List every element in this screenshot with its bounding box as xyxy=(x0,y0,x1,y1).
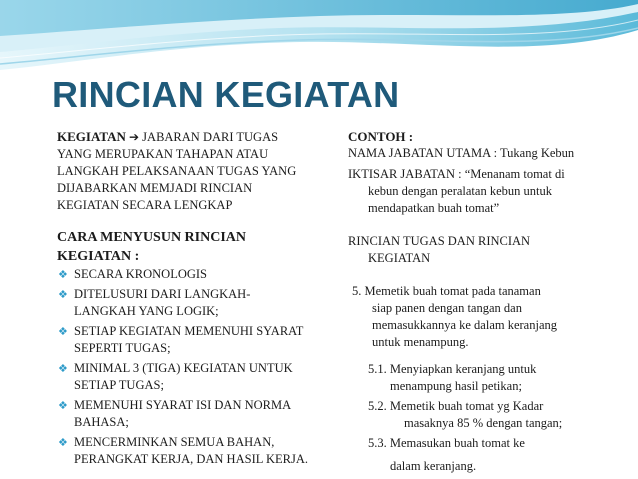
method-list xyxy=(57,266,332,468)
list-item-text: SECARA KRONOLOGIS xyxy=(74,267,208,281)
list-item-text: MENCERMINKAN SEMUA BAHAN, xyxy=(74,435,275,449)
subtask-item-cont: menampung hasil petikan; xyxy=(390,379,522,393)
list-item xyxy=(57,397,332,431)
list-item-text: PERANGKAT KERJA, DAN HASIL KERJA. xyxy=(74,452,309,466)
list-item xyxy=(57,323,332,357)
job-summary-cont: mendapatkan buah tomat” xyxy=(368,201,500,215)
definition-first-line xyxy=(57,128,332,146)
definition-line: LANGKAH PELAKSANAAN TUGAS YANG xyxy=(57,164,297,178)
diamond-bullet-icon: ❖ xyxy=(58,325,68,338)
list-item-text: SEPERTI TUGAS; xyxy=(74,341,171,355)
definition-line: KEGIATAN SECARA LENGKAP xyxy=(57,198,233,212)
diamond-bullet-icon: ❖ xyxy=(58,288,68,301)
list-item-text: DITELUSURI DARI LANGKAH- xyxy=(74,287,251,301)
method-heading: CARA MENYUSUN RINCIAN xyxy=(57,230,247,245)
task-item: 5. Memetik buah tomat pada tanaman xyxy=(352,284,541,298)
task-item-cont: untuk menampung. xyxy=(372,335,469,349)
list-item-text: LANGKAH YANG LOGIK; xyxy=(74,304,219,318)
subtask-item: 5.3. Memasukan buah tomat ke xyxy=(368,436,525,450)
list-item-text: MINIMAL 3 (TIGA) KEGIATAN UNTUK xyxy=(74,361,293,375)
task-item-cont: siap panen dengan tangan dan xyxy=(372,301,522,315)
job-summary: IKTISAR JABATAN : “Menanam tomat di xyxy=(348,167,565,181)
example-heading: CONTOH : xyxy=(348,129,414,144)
list-item-text: MEMENUHI SYARAT ISI DAN NORMA xyxy=(74,398,292,412)
job-title: NAMA JABATAN UTAMA : Tukang Kebun xyxy=(348,146,575,160)
details-heading: RINCIAN TUGAS DAN RINCIAN xyxy=(348,234,531,248)
subtask-item: 5.2. Memetik buah tomat yg Kadar xyxy=(368,399,544,413)
wave-banner xyxy=(0,0,638,80)
definition-line: DIJABARKAN MEMJADI RINCIAN xyxy=(57,181,253,195)
subtask-item-cont: masaknya 85 % dengan tangan; xyxy=(404,416,563,430)
left-column xyxy=(57,128,332,471)
diamond-bullet-icon: ❖ xyxy=(58,399,68,412)
task-item-cont: memasukkannya ke dalam keranjang xyxy=(372,318,557,332)
list-item xyxy=(57,434,332,468)
arrow-right-icon: ➔ xyxy=(128,130,140,144)
job-summary-cont: kebun dengan peralatan kebun untuk xyxy=(368,184,552,198)
slide-title: RINCIAN KEGIATAN xyxy=(52,74,400,115)
definition-line: YANG MERUPAKAN TAHAPAN ATAU xyxy=(57,147,269,161)
list-item-text: SETIAP KEGIATAN MEMENUHI SYARAT xyxy=(74,324,304,338)
subtask-item-cont: dalam keranjang. xyxy=(390,459,477,473)
diamond-bullet-icon: ❖ xyxy=(58,436,68,449)
list-item-text: BAHASA; xyxy=(74,415,129,429)
list-item-text: SETIAP TUGAS; xyxy=(74,378,164,392)
details-heading-cont: KEGIATAN xyxy=(368,251,431,265)
method-heading-cont: KEGIATAN : xyxy=(57,249,140,264)
definition-heading: KEGIATAN xyxy=(57,129,126,144)
right-column xyxy=(348,128,610,475)
list-item xyxy=(57,360,332,394)
diamond-bullet-icon: ❖ xyxy=(58,362,68,375)
subtask-item: 5.1. Menyiapkan keranjang untuk xyxy=(368,362,537,376)
definition-text: JABARAN DARI TUGAS xyxy=(139,130,279,144)
list-item xyxy=(57,266,332,283)
diamond-bullet-icon: ❖ xyxy=(58,268,68,281)
list-item xyxy=(57,286,332,320)
